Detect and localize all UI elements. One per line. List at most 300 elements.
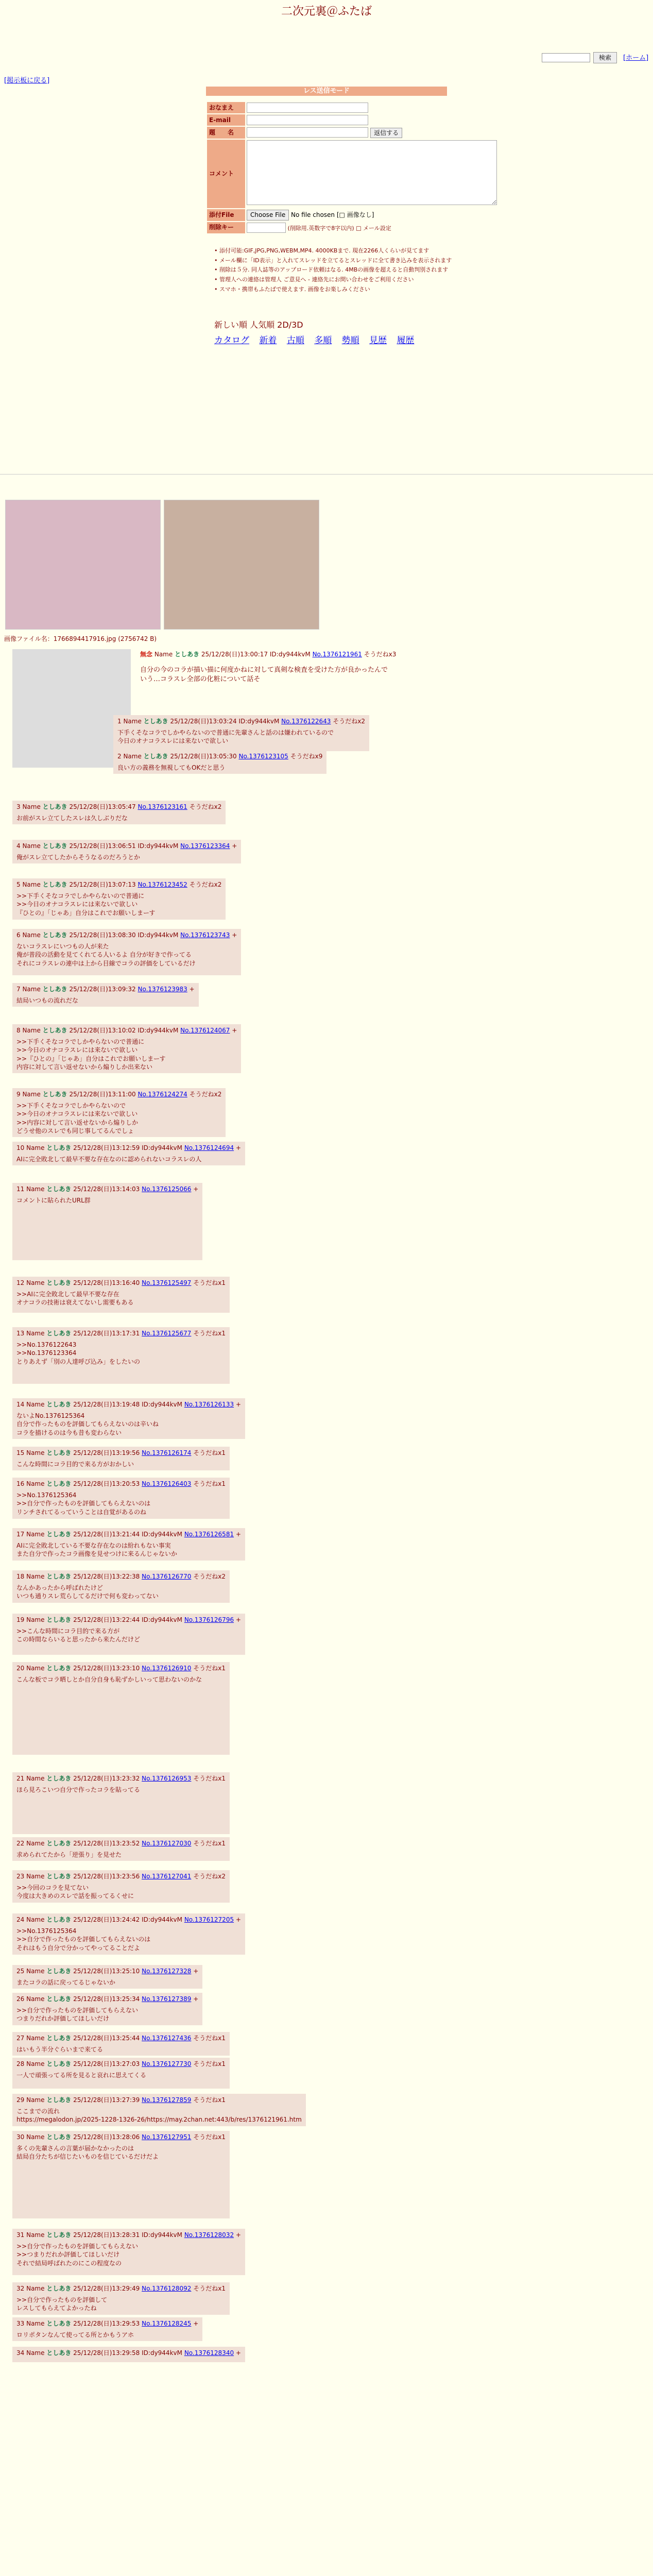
poster-name: としあき bbox=[42, 803, 67, 810]
sodane[interactable]: そうだねx1 bbox=[193, 2035, 226, 2042]
post-index: 16 bbox=[16, 1480, 25, 1487]
reply-post bbox=[12, 1277, 230, 1313]
post-body: >>No.1376122643 >>No.1376123364 とりあえず「別の人達呼び込み」をしたいの bbox=[16, 1341, 141, 1365]
reply-post bbox=[12, 2282, 230, 2315]
post-date: 25/12/28(日)13:03:24 ID:dy944kvM bbox=[170, 718, 280, 725]
poster-name: としあき bbox=[46, 1185, 72, 1193]
post-number[interactable]: No.1376125497 bbox=[142, 1279, 192, 1286]
delete-key-note: (削除用.英数字で8字以内) □ メール設定 bbox=[287, 225, 391, 232]
poster-name: としあき bbox=[46, 1401, 72, 1408]
op-file-line[interactable]: 画像ファイル名：1766894417916.jpg (2756742 B) bbox=[4, 635, 157, 642]
poster-name: としあき bbox=[46, 1840, 72, 1847]
poster-name: としあき bbox=[46, 1330, 72, 1337]
post-index: 3 bbox=[16, 803, 21, 810]
reply-post bbox=[12, 1993, 202, 2025]
post-number[interactable]: No.1376127859 bbox=[142, 2096, 192, 2104]
post-index: 24 bbox=[16, 1916, 25, 1923]
post-date: 25/12/28(日)13:19:56 bbox=[73, 1449, 140, 1456]
post-date: 25/12/28(日)13:00:17 ID:dy944kvM bbox=[201, 651, 311, 658]
post-header: 32 Name としあき 25/12/28(日)13:29:49 No.1376128092 そうだねx1 bbox=[16, 2285, 226, 2292]
post-number[interactable]: No.1376127389 bbox=[142, 1995, 192, 2003]
post-body: >>今回のコラを見てない 今度は大きめのスレで話を振ってるくせに bbox=[16, 1884, 134, 1900]
poster-name: としあき bbox=[42, 842, 67, 850]
post-header: 28 Name としあき 25/12/28(日)13:27:03 No.1376127730 そうだねx1 bbox=[16, 2060, 226, 2067]
poster-name: としあき bbox=[46, 1144, 72, 1151]
poster-name: としあき bbox=[46, 1968, 72, 1975]
post-header: 23 Name としあき 25/12/28(日)13:23:56 No.1376127041 そうだねx2 bbox=[16, 1873, 226, 1880]
file-status: No file chosen bbox=[291, 211, 335, 219]
post-number[interactable]: No.1376125677 bbox=[142, 1330, 192, 1337]
name-label: おなまえ bbox=[207, 102, 245, 113]
reply-post bbox=[12, 1398, 245, 1439]
poster-name: としあき bbox=[46, 1916, 72, 1923]
reply-post bbox=[12, 929, 241, 975]
poster-name: としあき bbox=[46, 2096, 72, 2104]
post-header: 12 Name としあき 25/12/28(日)13:16:40 No.1376125497 そうだねx1 bbox=[16, 1279, 226, 1286]
choose-file-button[interactable]: Choose File bbox=[247, 210, 289, 220]
subject-field[interactable] bbox=[247, 127, 368, 138]
post-header: 34 Name としあき 25/12/28(日)13:29:58 ID:dy944kvM No.1376128340 + bbox=[16, 2349, 241, 2357]
post-number[interactable]: No.1376126796 bbox=[184, 1616, 234, 1623]
reply-form bbox=[206, 101, 499, 234]
catalog-link[interactable]: カタログ bbox=[214, 335, 249, 346]
post-body: 多くの先輩さんの言葉が届かなかったのは 結局自分たちが信じたいものを信じているだけだよ bbox=[16, 2145, 159, 2161]
post-body: >>自分で作ったものを評価して レスしてもらえてよかったね bbox=[16, 2296, 108, 2312]
post-number[interactable]: No.1376126953 bbox=[142, 1775, 192, 1782]
post-header: 33 Name としあき 25/12/28(日)13:29:53 No.1376128245 + bbox=[16, 2320, 199, 2327]
post-index: 12 bbox=[16, 1279, 25, 1286]
post-date: 25/12/28(日)13:28:06 bbox=[73, 2133, 140, 2141]
poster-name: としあき bbox=[46, 1995, 72, 2003]
reply-post bbox=[12, 1662, 230, 1755]
post-header: 16 Name としあき 25/12/28(日)13:20:53 No.1376126403 そうだねx1 bbox=[16, 1480, 226, 1487]
post-number[interactable]: No.1376127328 bbox=[142, 1968, 192, 1975]
post-number[interactable]: No.1376128340 bbox=[184, 2349, 234, 2357]
post-index: 4 bbox=[16, 842, 21, 850]
post-index: 2 bbox=[117, 753, 122, 760]
reply-post bbox=[12, 801, 226, 824]
sodane[interactable]: + bbox=[235, 1144, 241, 1151]
sodane[interactable]: + bbox=[193, 2320, 199, 2327]
poster-name: としあき bbox=[46, 1480, 72, 1487]
post-date: 25/12/28(日)13:06:51 ID:dy944kvM bbox=[69, 842, 179, 850]
post-number[interactable]: No.1376128245 bbox=[142, 2320, 192, 2327]
post-date: 25/12/28(日)13:23:10 bbox=[73, 1665, 140, 1672]
post-date: 25/12/28(日)13:23:32 bbox=[73, 1775, 140, 1782]
sodane[interactable]: そうだねx9 bbox=[290, 753, 323, 760]
submit-button[interactable]: 返信する bbox=[370, 128, 402, 138]
post-header: 10 Name としあき 25/12/28(日)13:12:59 ID:dy944kvM No.1376124694 + bbox=[16, 1144, 241, 1151]
post-index: 18 bbox=[16, 1573, 25, 1580]
post-body: ロリポタンなんて使ってる所とかもうアホ bbox=[16, 2331, 134, 2339]
history-link[interactable]: 履歴 bbox=[397, 335, 415, 346]
post-header: 9 Name としあき 25/12/28(日)13:11:00 No.1376124274 そうだねx2 bbox=[16, 1091, 222, 1098]
post-date: 25/12/28(日)13:11:00 bbox=[69, 1091, 136, 1098]
post-number[interactable]: No.1376127436 bbox=[142, 2035, 192, 2042]
top-bar bbox=[0, 0, 653, 31]
reply-post bbox=[12, 1837, 230, 1861]
reply-post bbox=[12, 2317, 202, 2341]
post-body: 下手くそなコラでしかやらないので普通に先輩さんと話のは嫌われているので 今日のオナコラスレには来ないで欲しい bbox=[117, 729, 334, 745]
post-number[interactable]: No.1376127205 bbox=[184, 1916, 234, 1923]
poster-name: としあき bbox=[42, 1027, 67, 1034]
poster-name: としあき bbox=[42, 1091, 67, 1098]
reply-post bbox=[12, 1478, 230, 1519]
back-to-board-link[interactable]: [掲示板に戻る] bbox=[4, 77, 50, 84]
post-date: 25/12/28(日)13:07:13 bbox=[69, 881, 136, 888]
post-header: 1 Name としあき 25/12/28(日)13:03:24 ID:dy944kvM No.1376122643 そうだねx2 bbox=[117, 718, 366, 725]
sodane[interactable]: そうだねx2 bbox=[193, 1573, 226, 1580]
post-number[interactable]: No.1376128092 bbox=[142, 2285, 192, 2292]
post-header: 13 Name としあき 25/12/28(日)13:17:31 No.1376125677 そうだねx1 bbox=[16, 1330, 226, 1337]
reply-post bbox=[12, 1913, 245, 1955]
post-index: 19 bbox=[16, 1616, 25, 1623]
post-date: 25/12/28(日)13:09:32 bbox=[69, 986, 136, 993]
momentum-link[interactable]: 勢順 bbox=[341, 335, 359, 346]
post-number[interactable]: No.1376125066 bbox=[142, 1185, 192, 1193]
sodane[interactable]: + bbox=[193, 1968, 199, 1975]
post-date: 25/12/28(日)13:21:44 ID:dy944kvM bbox=[73, 1531, 182, 1538]
post-header: 26 Name としあき 25/12/28(日)13:25:34 No.1376127389 + bbox=[16, 1995, 199, 2003]
post-number[interactable]: No.1376122643 bbox=[281, 718, 331, 725]
comment-textarea[interactable] bbox=[247, 140, 497, 205]
sodane[interactable]: + bbox=[189, 986, 195, 993]
home-link[interactable]: [ホーム] bbox=[623, 54, 649, 62]
post-number[interactable]: No.1376124067 bbox=[180, 1027, 230, 1034]
post-index: 21 bbox=[16, 1775, 25, 1782]
many-link[interactable]: 多順 bbox=[314, 335, 332, 346]
reply-post bbox=[12, 1088, 226, 1137]
post-date: 25/12/28(日)13:14:03 bbox=[73, 1185, 140, 1193]
post-body: ここまでの流れ https://megalodon.jp/2025-1228-1326-26/https://may.2chan.net:443/b/res/1376121961.htm bbox=[16, 2108, 302, 2124]
sodane[interactable]: + bbox=[193, 1995, 199, 2003]
sodane[interactable]: そうだねx1 bbox=[193, 1449, 226, 1456]
post-body: >>下手くそなコラでしかやらないので >>今日のオナコラスレには来ないで欲しい >>内容に対して言い返せないから煽りしか どうせ他のスレでも同じ事してるんでしょ bbox=[16, 1102, 139, 1134]
post-body: ないコラスレにいつもの人が来た 俺が普段の活動を見てくれてる人いるよ 自分が好きで作ってる それにコラスレの連中は上から目線でコラの評価をしているだけ bbox=[16, 943, 196, 967]
post-header: 22 Name としあき 25/12/28(日)13:23:52 No.1376127030 そうだねx1 bbox=[16, 1840, 226, 1847]
post-number[interactable]: No.1376126133 bbox=[184, 1401, 234, 1408]
reply-post bbox=[12, 1528, 245, 1561]
sodane[interactable]: + bbox=[232, 1027, 237, 1034]
post-header: 20 Name としあき 25/12/28(日)13:23:10 No.1376126910 そうだねx1 bbox=[16, 1665, 226, 1672]
ad-banner-image[interactable] bbox=[164, 500, 319, 630]
post-index: 33 bbox=[16, 2320, 25, 2327]
sodane[interactable]: そうだねx2 bbox=[189, 803, 222, 810]
post-index: 31 bbox=[16, 2231, 25, 2239]
new-link[interactable]: 新着 bbox=[259, 335, 277, 346]
post-date: 25/12/28(日)13:29:53 bbox=[73, 2320, 140, 2327]
old-link[interactable]: 古順 bbox=[286, 335, 304, 346]
post-header: 6 Name としあき 25/12/28(日)13:08:30 ID:dy944kvM No.1376123743 + bbox=[16, 931, 237, 939]
post-header: 27 Name としあき 25/12/28(日)13:25:44 No.1376127436 そうだねx1 bbox=[16, 2035, 226, 2042]
reply-post bbox=[12, 1614, 245, 1655]
poster-name: としあき bbox=[46, 2133, 72, 2141]
post-number[interactable]: No.1376124274 bbox=[138, 1091, 187, 1098]
board-title: 二次元裏＠ふたば bbox=[281, 5, 372, 18]
poster-name: としあき bbox=[143, 753, 168, 760]
post-index: 29 bbox=[16, 2096, 25, 2104]
post-number[interactable]: No.1376126174 bbox=[142, 1449, 192, 1456]
post-number[interactable]: No.1376127041 bbox=[142, 1873, 192, 1880]
post-number[interactable]: No.1376123161 bbox=[138, 803, 187, 810]
post-index: 6 bbox=[16, 931, 21, 939]
post-header: 4 Name としあき 25/12/28(日)13:06:51 ID:dy944kvM No.1376123364 + bbox=[16, 842, 237, 850]
post-header: 2 Name としあき 25/12/28(日)13:05:30 No.1376123105 そうだねx9 bbox=[117, 753, 323, 760]
post-number[interactable]: No.1376127030 bbox=[142, 1840, 192, 1847]
post-body: なんかあったから呼ばれたけど いつも通りスレ荒らしてるだけで何も変わってない bbox=[16, 1584, 159, 1600]
post-body: AIに完全敗北している不要な存在なのは紛れもない事実 また自分で作ったコラ画像を見せつけに来るんじゃないか bbox=[16, 1542, 178, 1558]
poster-name: としあき bbox=[46, 2231, 72, 2239]
sodane[interactable]: そうだねx1 bbox=[193, 2060, 226, 2067]
sodane[interactable]: + bbox=[232, 931, 237, 939]
sodane[interactable]: そうだねx1 bbox=[193, 2133, 226, 2141]
poster-name: としあき bbox=[46, 2349, 72, 2357]
email-label: E-mail bbox=[207, 114, 245, 126]
poster-name: としあき bbox=[46, 2285, 72, 2292]
reply-mode-bar: レス送信モード bbox=[206, 87, 447, 96]
post-number[interactable]: No.1376123364 bbox=[180, 842, 230, 850]
sodane[interactable]: そうだねx2 bbox=[189, 1091, 222, 1098]
reply-post bbox=[12, 2032, 230, 2056]
post-body: こんな板でコラ晒しとか自分自身も恥ずかしいって思わないのかな bbox=[16, 1676, 202, 1684]
reply-post bbox=[12, 840, 241, 863]
post-index: 10 bbox=[16, 1144, 25, 1151]
delete-key-field[interactable] bbox=[247, 223, 286, 233]
posting-notes bbox=[214, 246, 472, 294]
post-date: 25/12/28(日)13:20:53 bbox=[73, 1480, 140, 1487]
reply-post bbox=[12, 1965, 202, 1989]
post-index: 27 bbox=[16, 2035, 25, 2042]
reply-post bbox=[12, 983, 199, 1007]
post-date: 25/12/28(日)13:29:58 ID:dy944kvM bbox=[73, 2349, 182, 2357]
post-header: 21 Name としあき 25/12/28(日)13:23:32 No.1376126953 そうだねx1 bbox=[16, 1775, 226, 1782]
sodane[interactable]: そうだねx1 bbox=[193, 1775, 226, 1782]
post-body: >>こんな時間にコラ目的で来る方が この時間ならいると思ったから来たんだけど bbox=[16, 1628, 141, 1643]
post-date: 25/12/28(日)13:17:31 bbox=[73, 1330, 140, 1337]
post-body: >>AIに完全敗北して最早不要な存在 オナコラの技術は衰えてないし需要もある bbox=[16, 1291, 134, 1307]
post-index: 5 bbox=[16, 881, 21, 888]
post-index: 17 bbox=[16, 1531, 25, 1538]
post-number[interactable]: No.1376127730 bbox=[142, 2060, 192, 2067]
post-header: 18 Name としあき 25/12/28(日)13:22:38 No.1376126770 そうだねx2 bbox=[16, 1573, 226, 1580]
op-post bbox=[140, 650, 604, 684]
poster-name: としあき bbox=[143, 718, 168, 725]
post-index: 26 bbox=[16, 1995, 25, 2003]
post-number[interactable]: No.1376123452 bbox=[138, 881, 187, 888]
search-input[interactable] bbox=[542, 53, 590, 62]
post-body: >>自分で作ったものを評価してもらえない >>つまりだれか評価してほしいだけ それで結局呼ばれたのにこの程度なの bbox=[16, 2243, 139, 2267]
sodane[interactable]: そうだねx1 bbox=[193, 2285, 226, 2292]
post-index: 22 bbox=[16, 1840, 25, 1847]
reply-post bbox=[12, 1870, 230, 1903]
post-date: 25/12/28(日)13:16:40 bbox=[73, 1279, 140, 1286]
post-body: >>下手くそなコラでしかやらないので普通に >>今日のオナコラスレには来ないで欲しい 『ひとの』「じゃあ」自分はこれでお願いしまーす bbox=[16, 892, 156, 917]
poster-name: としあき bbox=[46, 2320, 72, 2327]
post-index: 1 bbox=[117, 718, 122, 725]
post-index: 20 bbox=[16, 1665, 25, 1672]
name-field[interactable] bbox=[247, 103, 368, 113]
sodane[interactable]: + bbox=[235, 2231, 241, 2239]
post-date: 25/12/28(日)13:23:56 bbox=[73, 1873, 140, 1880]
poster-name: としあき bbox=[46, 1573, 72, 1580]
ad-banner-image[interactable] bbox=[5, 500, 161, 630]
delete-key-label: 削除キー bbox=[207, 222, 245, 233]
post-body: またコラの話に戻ってるじゃないか bbox=[16, 1979, 116, 1987]
post-index: 32 bbox=[16, 2285, 25, 2292]
post-header: 7 Name としあき 25/12/28(日)13:09:32 No.1376123983 + bbox=[16, 986, 195, 993]
post-date: 25/12/28(日)13:22:38 bbox=[73, 1573, 140, 1580]
post-body: >>No.1376125364 >>自分で作ったものを評価してもらえないのは リンチされてるっていうことは自覚があるのね bbox=[16, 1492, 151, 1516]
post-body: >>No.1376125364 >>自分で作ったものを評価してもらえないのは それはもう自分で分かってやってることだよ bbox=[16, 1927, 151, 1952]
reply-post bbox=[12, 1570, 230, 1603]
sodane[interactable]: そうだねx1 bbox=[193, 2096, 226, 2104]
post-number[interactable]: No.1376123743 bbox=[180, 931, 230, 939]
post-index: 13 bbox=[16, 1330, 25, 1337]
post-date: 25/12/28(日)13:05:30 bbox=[170, 753, 237, 760]
sodane[interactable]: そうだねx2 bbox=[189, 881, 222, 888]
post-body: 俺がスレ立てしたからそうなるのだろうとか bbox=[16, 854, 141, 861]
post-header: 11 Name としあき 25/12/28(日)13:14:03 No.1376125066 + bbox=[16, 1185, 199, 1193]
sodane[interactable]: + bbox=[235, 1916, 241, 1923]
reply-post bbox=[12, 1024, 241, 1073]
post-date: 25/12/28(日)13:08:30 ID:dy944kvM bbox=[69, 931, 179, 939]
post-number[interactable]: No.1376128032 bbox=[184, 2231, 234, 2239]
poster-name: としあき bbox=[46, 1449, 72, 1456]
no-image-checkbox[interactable]: [□ 画像なし] bbox=[336, 211, 374, 219]
post-number[interactable]: No.1376126403 bbox=[142, 1480, 192, 1487]
poster-name: としあき bbox=[46, 1531, 72, 1538]
post-number[interactable]: No.1376121961 bbox=[312, 651, 362, 658]
reply-post bbox=[113, 715, 369, 751]
sodane[interactable]: そうだねx3 bbox=[364, 651, 397, 658]
post-body: お前がスレ立てしたスレは久しぶりだな bbox=[16, 815, 128, 822]
post-date: 25/12/28(日)13:12:59 ID:dy944kvM bbox=[73, 1144, 182, 1151]
poster-name: としあき bbox=[46, 1616, 72, 1623]
post-date: 25/12/28(日)13:23:52 bbox=[73, 1840, 140, 1847]
post-number[interactable]: No.1376127951 bbox=[142, 2133, 192, 2141]
post-date: 25/12/28(日)13:28:31 ID:dy944kvM bbox=[73, 2231, 182, 2239]
post-number[interactable]: No.1376124694 bbox=[184, 1144, 234, 1151]
post-body: ほら見ろこいつ自分で作ったコラを貼ってる bbox=[16, 1786, 141, 1794]
post-index: 9 bbox=[16, 1091, 21, 1098]
sodane[interactable]: + bbox=[193, 1185, 199, 1193]
file-label: 添付File bbox=[207, 209, 245, 221]
post-header: 31 Name としあき 25/12/28(日)13:28:31 ID:dy944kvM No.1376128032 + bbox=[16, 2231, 241, 2239]
reply-post bbox=[12, 2058, 230, 2089]
poster-name: としあき bbox=[175, 651, 200, 658]
post-body: AIに完全敗北して最早不要な存在なのに認められないコラスレの人 bbox=[16, 1156, 202, 1163]
post-body: >>自分で作ったものを評価してもらえない つまりだれか評価してほしいだけ bbox=[16, 2007, 139, 2023]
reply-post bbox=[12, 1327, 230, 1384]
note-item: • 管理人への連絡は管理人 ご意見へ - 連絡先にお問い合わせをご利用ください bbox=[214, 275, 472, 285]
op-body: 自分の今のコラが描い描に何度かねに対して真剣な検査を受けた方が良かったんで いう…コラスレ全部の化粧について話そ bbox=[140, 666, 388, 683]
subject: 無念 bbox=[140, 651, 153, 658]
post-number[interactable]: No.1376126581 bbox=[184, 1531, 234, 1538]
post-date: 25/12/28(日)13:29:49 bbox=[73, 2285, 140, 2292]
post-index: 8 bbox=[16, 1027, 21, 1034]
post-body: 一人で頑張ってる所を見ると哀れに思えてくる bbox=[16, 2072, 147, 2079]
poster-name: としあき bbox=[46, 1775, 72, 1782]
post-header: 15 Name としあき 25/12/28(日)13:19:56 No.1376126174 そうだねx1 bbox=[16, 1449, 226, 1456]
post-date: 25/12/28(日)13:25:10 bbox=[73, 1968, 140, 1975]
post-index: 34 bbox=[16, 2349, 25, 2357]
post-date: 25/12/28(日)13:25:34 bbox=[73, 1995, 140, 2003]
catalog-bar bbox=[214, 335, 421, 347]
poster-name: としあき bbox=[42, 931, 67, 939]
post-date: 25/12/28(日)13:05:47 bbox=[69, 803, 136, 810]
sodane[interactable]: + bbox=[235, 1531, 241, 1538]
sodane[interactable]: そうだねx1 bbox=[193, 1279, 226, 1286]
sodane[interactable]: そうだねx2 bbox=[333, 718, 366, 725]
note-item: • メール欄に「ID表示」と入れてスレッドを立てるとスレッドに全て書き込みを表示されます bbox=[214, 256, 472, 266]
reply-post bbox=[12, 1447, 230, 1470]
post-number[interactable]: No.1376123105 bbox=[238, 753, 288, 760]
post-header: 24 Name としあき 25/12/28(日)13:24:42 ID:dy944kvM No.1376127205 + bbox=[16, 1916, 241, 1923]
post-header: 17 Name としあき 25/12/28(日)13:21:44 ID:dy944kvM No.1376126581 + bbox=[16, 1531, 241, 1538]
post-number[interactable]: No.1376123983 bbox=[138, 986, 187, 993]
sodane[interactable]: そうだねx1 bbox=[193, 1840, 226, 1847]
comment-label: コメント bbox=[207, 140, 245, 209]
poster-name: としあき bbox=[46, 1665, 72, 1672]
post-index: 30 bbox=[16, 2133, 25, 2141]
post-header: 30 Name としあき 25/12/28(日)13:28:06 No.1376127951 そうだねx1 bbox=[16, 2133, 226, 2141]
post-body: 求められてたから「逆張り」を見せた bbox=[16, 1851, 122, 1859]
post-index: 25 bbox=[16, 1968, 25, 1975]
post-body: 良い方の義務を無視してもOKだと思う bbox=[117, 764, 226, 772]
post-number[interactable]: No.1376126770 bbox=[142, 1573, 192, 1580]
sodane[interactable]: そうだねx1 bbox=[193, 1330, 226, 1337]
post-number[interactable]: No.1376126910 bbox=[142, 1665, 192, 1672]
post-date: 25/12/28(日)13:10:02 ID:dy944kvM bbox=[69, 1027, 179, 1034]
post-body: コメントに貼られたURL群 bbox=[16, 1197, 91, 1205]
sodane[interactable]: そうだねx2 bbox=[193, 1873, 226, 1880]
op-header: 無念 Name としあき 25/12/28(日)13:00:17 ID:dy944kvM No.1376121961 そうだねx3 bbox=[140, 651, 397, 658]
sodane[interactable]: + bbox=[232, 842, 237, 850]
poster-name: としあき bbox=[42, 986, 67, 993]
post-index: 15 bbox=[16, 1449, 25, 1456]
sort-links[interactable]: 新しい順 人気順 2D/3D bbox=[214, 320, 303, 330]
poster-name: としあき bbox=[46, 2035, 72, 2042]
post-date: 25/12/28(日)13:24:42 ID:dy944kvM bbox=[73, 1916, 182, 1923]
reply-post bbox=[12, 1772, 230, 1834]
subject-label: 題 名 bbox=[207, 127, 245, 139]
post-date: 25/12/28(日)13:27:39 bbox=[73, 2096, 140, 2104]
sodane[interactable]: そうだねx1 bbox=[193, 1665, 226, 1672]
reply-post bbox=[12, 2131, 230, 2218]
sodane[interactable]: そうだねx1 bbox=[193, 1480, 226, 1487]
sodane[interactable]: + bbox=[235, 1401, 241, 1408]
viewed-link[interactable]: 見歴 bbox=[369, 335, 387, 346]
post-index: 7 bbox=[16, 986, 21, 993]
search-button[interactable]: 検索 bbox=[593, 52, 617, 63]
note-item: • 削除は５分. 同人誌等のアップロード依頼はなる. 4MBの画像を超えると自動判別されます bbox=[214, 265, 472, 275]
reply-post bbox=[113, 750, 326, 774]
post-date: 25/12/28(日)13:27:03 bbox=[73, 2060, 140, 2067]
post-header: 25 Name としあき 25/12/28(日)13:25:10 No.1376127328 + bbox=[16, 1968, 199, 1975]
post-date: 25/12/28(日)13:25:44 bbox=[73, 2035, 140, 2042]
post-index: 28 bbox=[16, 2060, 25, 2067]
post-body: ないよNo.1376125364 自分で作ったものを評価してもらえないのは辛いね コラを描けるのは今も昔も変わらない bbox=[16, 1412, 159, 1436]
post-header: 3 Name としあき 25/12/28(日)13:05:47 No.1376123161 そうだねx2 bbox=[16, 803, 222, 810]
post-header: 5 Name としあき 25/12/28(日)13:07:13 No.1376123452 そうだねx2 bbox=[16, 881, 222, 888]
post-index: 11 bbox=[16, 1185, 25, 1193]
sodane[interactable]: + bbox=[235, 2349, 241, 2357]
post-index: 23 bbox=[16, 1873, 25, 1880]
email-field[interactable] bbox=[247, 115, 368, 125]
note-item: • 添付可能:GIF,JPG,PNG,WEBM,MP4. 4000KBまで. 現在2266人くらいが見てます bbox=[214, 246, 472, 256]
sodane[interactable]: + bbox=[235, 1616, 241, 1623]
reply-post bbox=[12, 2347, 245, 2362]
